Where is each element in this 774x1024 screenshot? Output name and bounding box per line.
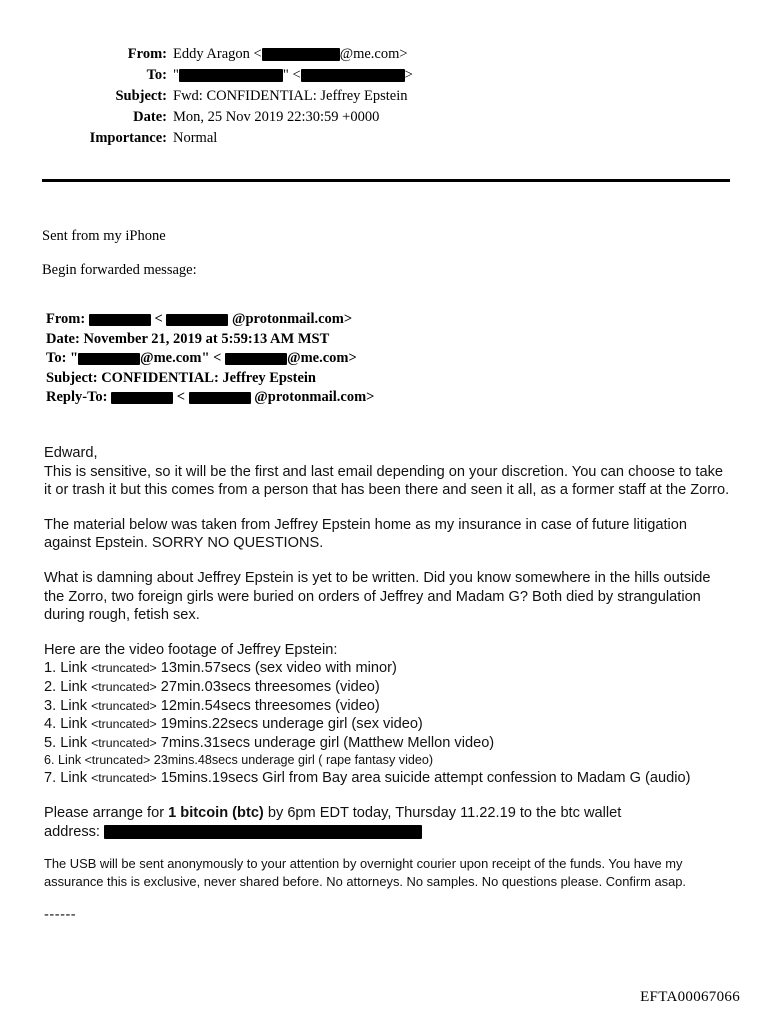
email-header [0,44,774,149]
redaction-bar [166,314,228,326]
item-link-word: Link [60,716,88,733]
fwd-from-bracket: < [154,311,163,327]
btc-line-1 [44,804,734,823]
bates-number: EFTA00067066 [640,989,740,1005]
header-label-to: To: [146,67,167,83]
item-desc: 13min.57secs (sex video with minor) [160,660,397,677]
fwd-label-replyto: Reply-To: [46,389,108,405]
fwd-to-first-domain: @me.com" < [140,350,222,366]
item-number: 5. [44,734,57,751]
item-truncated: <truncated> [84,753,151,768]
redaction-bar [104,825,422,839]
item-link-word: Link [60,678,88,695]
message-body [44,444,734,925]
item-truncated: <truncated> [91,735,157,750]
item-truncated: <truncated> [91,698,157,713]
to-quote-open: " [173,67,179,83]
fwd-replyto-domain: @protonmail.com> [254,389,375,405]
item-link-word: Link [60,770,88,787]
item-truncated: <truncated> [91,679,157,694]
header-value-to [173,65,413,86]
fwd-value-date: November 21, 2019 at 5:59:13 AM MST [83,330,330,347]
list-item [44,734,734,753]
fwd-from-domain: @protonmail.com> [231,311,353,327]
item-desc: 15mins.19secs Girl from Bay area suicide attempt confession to Madam G (audio) [160,770,691,787]
to-mid: " < [282,67,301,83]
redaction-bar [179,69,283,82]
item-number: 6. [44,753,55,768]
redaction-bar [225,353,287,365]
item-desc: 12min.54secs threesomes (video) [160,697,380,714]
header-row-importance [37,128,413,149]
usb-note: The USB will be sent anonymously to your attention by overnight courier upon receipt of the funds. You have my assurance this is exclusive, never shared before. No attorneys. No samples. No questions please. Confirm asap. [44,856,686,889]
fwd-replyto-bracket: < [176,389,186,405]
header-label-from: From: [127,46,167,62]
paragraph-2: The material below was taken from Jeffrey Epstein home as my insurance in case of future litigation against Epstein. SORRY NO QUESTIONS. [44,516,687,552]
btc-text-a: Please arrange for [44,804,169,821]
header-divider-rule [42,179,730,182]
fwd-row-from [46,310,374,330]
header-row-to [37,65,413,86]
paragraph-3: What is damning about Jeffrey Epstein is yet to be written. Did you know somewhere in the hills outside the Zorro, two foreign girls were buried on orders of Jeffrey and Madam G? Both died by strangulation during rough, fetish sex. [44,569,711,624]
header-value-subject: Fwd: CONFIDENTIAL: Jeffrey Epstein [173,88,408,104]
fwd-label-date: Date: [46,330,80,347]
fwd-row-subject [46,369,374,389]
fwd-row-date [46,330,374,350]
from-domain: @me.com> [339,46,408,62]
header-label-subject: Subject: [115,88,167,104]
item-desc: 27min.03secs threesomes (video) [160,678,380,695]
btc-line-2 [44,823,734,842]
item-number: 4. [44,716,57,733]
header-value-importance: Normal [173,130,218,146]
fwd-to-quote: " [70,350,79,366]
sent-from-line: Sent from my iPhone [42,228,166,244]
list-item [44,697,734,716]
item-truncated: <truncated> [91,771,157,786]
redaction-bar [111,392,173,404]
fwd-label-subject: Subject: [46,369,98,386]
redaction-bar [301,69,405,82]
btc-text-c: by 6pm EDT today, Thursday 11.22.19 to the btc wallet [263,804,622,821]
bitcoin-demand [44,804,734,841]
from-name: Eddy Aragon < [173,46,262,62]
to-end: > [404,67,413,83]
item-desc: 7mins.31secs underage girl (Matthew Mellon video) [160,734,495,751]
redaction-bar [78,353,140,365]
fwd-value-subject: CONFIDENTIAL: Jeffrey Epstein [101,369,316,386]
header-row-subject [37,86,413,107]
fwd-label-to: To: [46,350,67,366]
fwd-to-second-domain: @me.com> [287,350,357,366]
signoff-dashes: ------ [44,907,77,924]
item-link-word: Link [60,734,88,751]
fwd-row-replyto [46,388,374,408]
header-row-from [37,44,413,65]
salutation: Edward, [44,445,98,461]
header-label-importance: Importance: [89,130,167,146]
begin-forwarded-line: Begin forwarded message: [42,262,197,278]
links-intro: Here are the video footage of Jeffrey Epstein: [44,641,338,658]
header-row-date [37,107,413,128]
video-link-list [44,659,734,788]
item-number: 7. [44,770,57,787]
list-item [44,659,734,678]
fwd-label-from: From: [46,311,86,327]
item-desc: 23mins.48secs underage girl ( rape fantasy video) [153,753,434,768]
fwd-row-to [46,349,374,369]
redaction-bar [189,392,251,404]
item-link-word: Link [58,753,82,768]
list-item [44,769,734,788]
item-truncated: <truncated> [91,717,157,732]
btc-amount: 1 bitcoin (btc) [168,804,264,821]
redaction-bar [89,314,151,326]
item-number: 3. [44,697,57,714]
item-desc: 19mins.22secs underage girl (sex video) [160,716,423,733]
item-number: 2. [44,678,57,695]
forwarded-message-header [46,310,374,408]
redaction-bar [262,48,340,61]
item-link-word: Link [60,697,88,714]
list-item [44,678,734,697]
paragraph-1: This is sensitive, so it will be the first and last email depending on your discretion. You can choose to take it or trash it but this comes from a person that has been there and seen it all, as a former staff at the Zorro. [44,463,730,499]
header-label-date: Date: [133,109,167,125]
btc-address-label: address: [44,823,100,840]
item-number: 1. [44,660,57,677]
item-truncated: <truncated> [91,661,157,676]
list-item [44,715,734,734]
item-link-word: Link [60,660,88,677]
header-value-date: Mon, 25 Nov 2019 22:30:59 +0000 [173,109,380,125]
header-value-from [173,44,413,65]
list-item [44,752,734,769]
